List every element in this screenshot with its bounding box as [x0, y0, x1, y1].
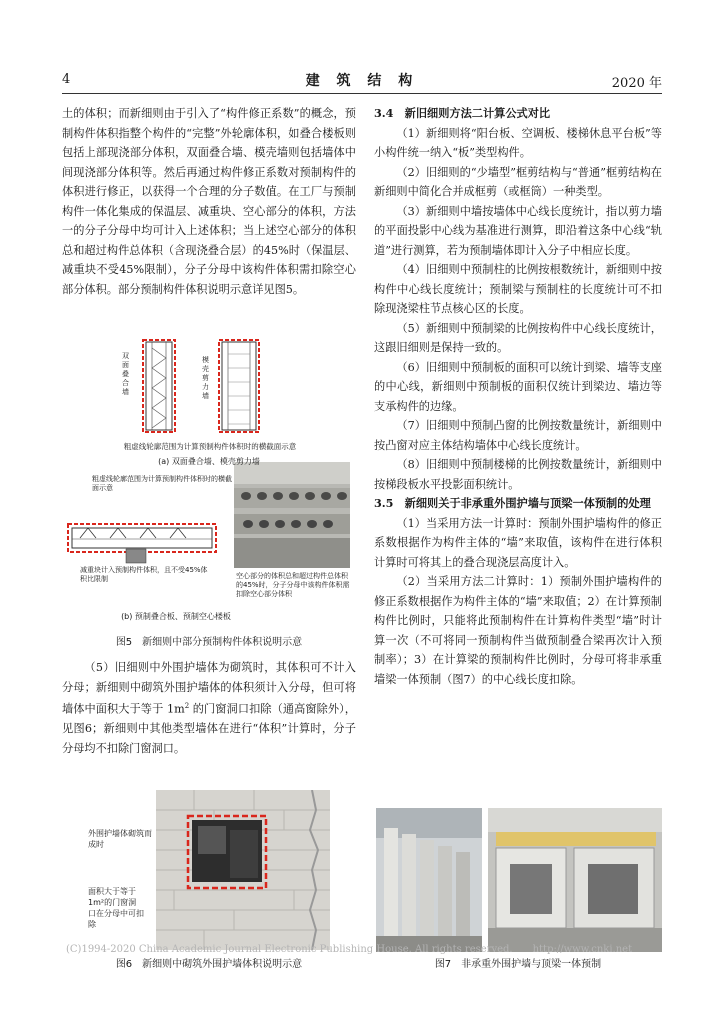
slab-note: 粗虚线轮廓范围为计算预制构件体积时的横截面示意	[92, 475, 232, 492]
double-wall-label: 双面叠合墙	[122, 352, 129, 396]
double-wall-drawing	[143, 340, 175, 432]
copyright-watermark: (C)1994-2020 China Academic Journal Electronic Publishing House. All rights reserved. http://www.cnki.net	[66, 944, 633, 955]
section-3-5-heading: 3.5 新细则关于非承重外围护墙与顶梁一体预制的处理	[374, 496, 651, 510]
block-note: 减重块计入预制构件体积，且不受45%体积比限制	[80, 566, 208, 583]
header-rule	[62, 93, 662, 94]
issue-year: 2020 年	[611, 76, 662, 91]
right-item-3: （3）新细则中墙按墙体中心线长度统计，指以剪力墙的平面投影中心线为基准进行测算，即沿着这条中心线“轨道”进行测算，若为预制墙体即计入分子中相应长度。	[374, 204, 662, 257]
fig5b-subcaption: (b) 预制叠合板、预制空心楼板	[121, 612, 231, 621]
right-item-1: （1）新细则将“阳台板、空调板、楼梯休息平台板”等小构件统一纳入“板”类型构件。	[374, 126, 662, 159]
right-item-6: （6）旧细则中预制板的面积可以统计到梁、墙等支座的中心线，新细则中预制板的面积仅统计到梁边、墙边等支承构件的边缘。	[374, 360, 662, 413]
page-number: 4	[62, 72, 71, 87]
figure-5-caption: 图5 新细则中部分预制构件体积说明示意	[115, 637, 303, 648]
fig5a-subcaption: (a) 双面叠合墙、模壳剪力墙	[158, 457, 260, 466]
right-item-9: （1）当采用方法一计算时：预制外围护墙构件的修正系数根据作为构件主体的“墙”来取值，该构件在进行体积计算时可将其上的叠合现浇层高度计入。	[374, 516, 662, 569]
right-item-7: （7）旧细则中预制凸窗的比例按数量统计，新细则中按凸窗对应主体结构墙体中心线长度统计。	[374, 419, 662, 452]
figure-7-caption: 图7 非承重外围护墙与顶梁一体预制	[434, 959, 602, 970]
shell-wall-drawing	[219, 340, 259, 432]
page-header	[62, 68, 662, 90]
left-column-bottom	[62, 658, 356, 758]
right-item-4: （4）旧细则中预制柱的比例按根数统计，新细则中按构件中心线长度统计；预制梁与预制柱的长度统计可不扣除现浇梁柱节点核心区的长度。	[374, 263, 662, 315]
left-paragraph-1: 土的体积；而新细则由于引入了“构件修正系数”的概念，预制构件体积指整个构件的“完整”外轮廓体积，如叠合楼板则包括上部现浇部分体积，双面叠合墙、模壳墙则包括墙体中间现浇部分体积等。然后再通过构件修正系数对预制构件的体积进行修正，以获得一个合理的分子数值。在工厂与预制构件一体化集成的保温层、减重块、空心部分的体积，方法一的分子分母中均可计入上述体积；当上述空心部分的体积总和超过构件总体积（含现浇叠合层）的45%时（保温层、减重块不受45%限制），分子分母中该构件体积需扣除空心部分体积。部分预制构件体积说明示意详见图5。	[62, 107, 356, 296]
hollow-note: 空心部分的体积总和超过构件总体积的45%时，分子分母中该构件体积需扣除空心部分体积	[236, 572, 350, 598]
right-item-5: （5）新细则中预制梁的比例按构件中心线长度统计，这跟旧细则是保持一致的。	[374, 321, 662, 354]
figure-7	[376, 808, 662, 952]
right-item-10: （2）当采用方法二计算时：1）预制外围护墙构件的修正系数根据作为构件主体的“墙”来取值；2）在计算预制构件比例时，只能将此预制构件在计算构件类型“墙”时计算一次（不可将同一预制构件当做预制叠合梁再次计入预制率）；3）在计算梁的预制构件比例时，分母可将非承重墙梁一体预制（图7）的中心线长度扣除。	[374, 575, 662, 686]
shell-wall-label: 模壳剪力墙	[202, 356, 209, 400]
wall-panel-photo-left	[376, 808, 482, 952]
right-column	[374, 104, 662, 689]
right-item-2: （2）旧细则的“少墙型”框剪结构与“普通”框剪结构在新细则中简化合并成框剪（或框筒）一种类型。	[374, 165, 662, 198]
hollow-slab-photo	[234, 462, 350, 568]
fig5a-note: 粗虚线轮廓范围为计算预制构件体积时的横截面示意	[123, 442, 297, 451]
fig6-note-2: 面积大于等于1m²的门窗洞口在分母中可扣除	[88, 887, 144, 929]
figure-7-photos	[376, 808, 662, 952]
figure-6-caption: 图6 新细则中砌筑外围护墙体积说明示意	[115, 959, 303, 970]
wall-panel-photo-right	[488, 808, 662, 952]
right-item-8: （8）旧细则中预制楼梯的比例按数量统计，新细则中按梯段板水平投影面积统计。	[374, 458, 662, 491]
composite-slab-drawing	[68, 524, 216, 563]
journal-title: 建 筑 结 构	[305, 73, 419, 89]
section-3-4-heading: 3.4 新旧细则方法二计算公式对比	[374, 106, 551, 120]
figure-5	[66, 338, 352, 624]
left-paragraph-2: （5）旧细则中外围护墙体为砌筑时，其体积可不计入分母；新细则中砌筑外围护墙体的体积须计入分母，但可将墙体中面积大于等于 $1m^2$ 的门窗洞口扣除（通高窗除外），见图6；新细则中其他类型墙体在进行“体积”计算时，分子分母均不扣除门窗洞口。	[62, 661, 356, 755]
left-column-top	[62, 104, 356, 299]
fig6-note-1: 外围护墙体砌筑而成时	[88, 829, 152, 849]
figure-6	[84, 790, 330, 950]
